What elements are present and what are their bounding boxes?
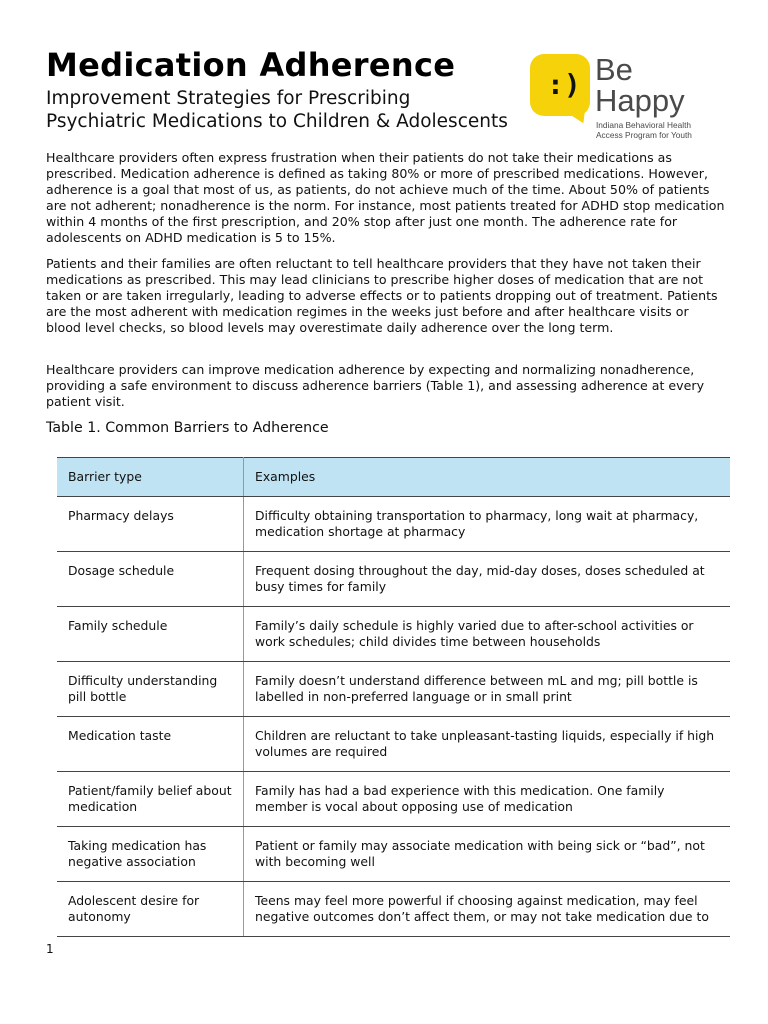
examples-cell: Teens may feel more powerful if choosing against medication, may feel negative outcomes don’t affect them, or may not take medication due to bbox=[244, 882, 731, 937]
smiley-face-icon: :) bbox=[547, 68, 581, 101]
table-row bbox=[57, 552, 730, 607]
logo-tagline: Indiana Behavioral Health bbox=[596, 120, 692, 130]
barriers-table bbox=[57, 457, 730, 937]
page-title: Medication Adherence bbox=[46, 46, 456, 84]
barrier-type-cell: Taking medication has negative association bbox=[57, 827, 244, 882]
table-caption: Table 1. Common Barriers to Adherence bbox=[46, 420, 329, 436]
table-row bbox=[57, 607, 730, 662]
subtitle-line: Improvement Strategies for Prescribing bbox=[46, 88, 411, 109]
logo-tagline: Access Program for Youth bbox=[596, 130, 692, 140]
logo-word-be: Be bbox=[595, 52, 633, 87]
subtitle-line: Psychiatric Medications to Children & Adolescents bbox=[46, 111, 508, 132]
be-happy-logo bbox=[530, 52, 730, 140]
barrier-type-cell: Adolescent desire for autonomy bbox=[57, 882, 244, 937]
barrier-type-cell: Medication taste bbox=[57, 717, 244, 772]
barrier-type-cell: Patient/family belief about medication bbox=[57, 772, 244, 827]
table-row bbox=[57, 497, 730, 552]
table-row bbox=[57, 662, 730, 717]
page-number: 1 bbox=[46, 942, 54, 956]
examples-cell: Patient or family may associate medication with being sick or “bad”, not with becoming well bbox=[244, 827, 731, 882]
page-subtitle bbox=[46, 87, 566, 133]
examples-cell: Family’s daily schedule is highly varied due to after-school activities or work schedules; child divides time between households bbox=[244, 607, 731, 662]
examples-cell: Children are reluctant to take unpleasant-tasting liquids, especially if high volumes are required bbox=[244, 717, 731, 772]
body-paragraph: Patients and their families are often reluctant to tell healthcare providers that they have not taken their medications as prescribed. This may lead clinicians to prescribe higher doses of medication that are not taken or are taken irregularly, leading to adverse effects or to patients dropping out of treatment. Patients are the most adherent with medication regimes in the weeks just before and after healthcare visits or blood level checks, so blood levels may overestimate daily adherence over the long term. bbox=[46, 256, 718, 335]
body-paragraph: Healthcare providers often express frustration when their patients do not take their medications as prescribed. Medication adherence is defined as taking 80% or more of prescribed medications. However, adherence is a goal that most of us, as patients, do not achieve much of the time. About 50% of patients are not adherent; nonadherence is the norm. For instance, most patients treated for ADHD stop medication within 4 months of the first prescription, and 20% stop after just one month. The adherence rate for adolescents on ADHD medication is 5 to 15%. bbox=[46, 150, 725, 245]
column-header-examples: Examples bbox=[244, 458, 731, 497]
examples-cell: Family has had a bad experience with this medication. One family member is vocal about opposing use of medication bbox=[244, 772, 731, 827]
body-paragraph: Healthcare providers can improve medication adherence by expecting and normalizing nonadherence, providing a safe environment to discuss adherence barriers (Table 1), and assessing adherence at every patient visit. bbox=[46, 362, 705, 409]
barrier-type-cell: Dosage schedule bbox=[57, 552, 244, 607]
barrier-type-cell: Pharmacy delays bbox=[57, 497, 244, 552]
table-header-row bbox=[57, 458, 730, 497]
column-header-barrier-type: Barrier type bbox=[57, 458, 244, 497]
examples-cell: Difficulty obtaining transportation to pharmacy, long wait at pharmacy, medication shortage at pharmacy bbox=[244, 497, 731, 552]
table-row bbox=[57, 717, 730, 772]
examples-cell: Family doesn’t understand difference between mL and mg; pill bottle is labelled in non-preferred language or in small print bbox=[244, 662, 731, 717]
logo-word-happy: Happy bbox=[595, 83, 685, 118]
table-row bbox=[57, 827, 730, 882]
barrier-type-cell: Family schedule bbox=[57, 607, 244, 662]
barrier-type-cell: Difficulty understanding pill bottle bbox=[57, 662, 244, 717]
table-row bbox=[57, 882, 730, 937]
table-row bbox=[57, 772, 730, 827]
examples-cell: Frequent dosing throughout the day, mid-day doses, doses scheduled at busy times for family bbox=[244, 552, 731, 607]
